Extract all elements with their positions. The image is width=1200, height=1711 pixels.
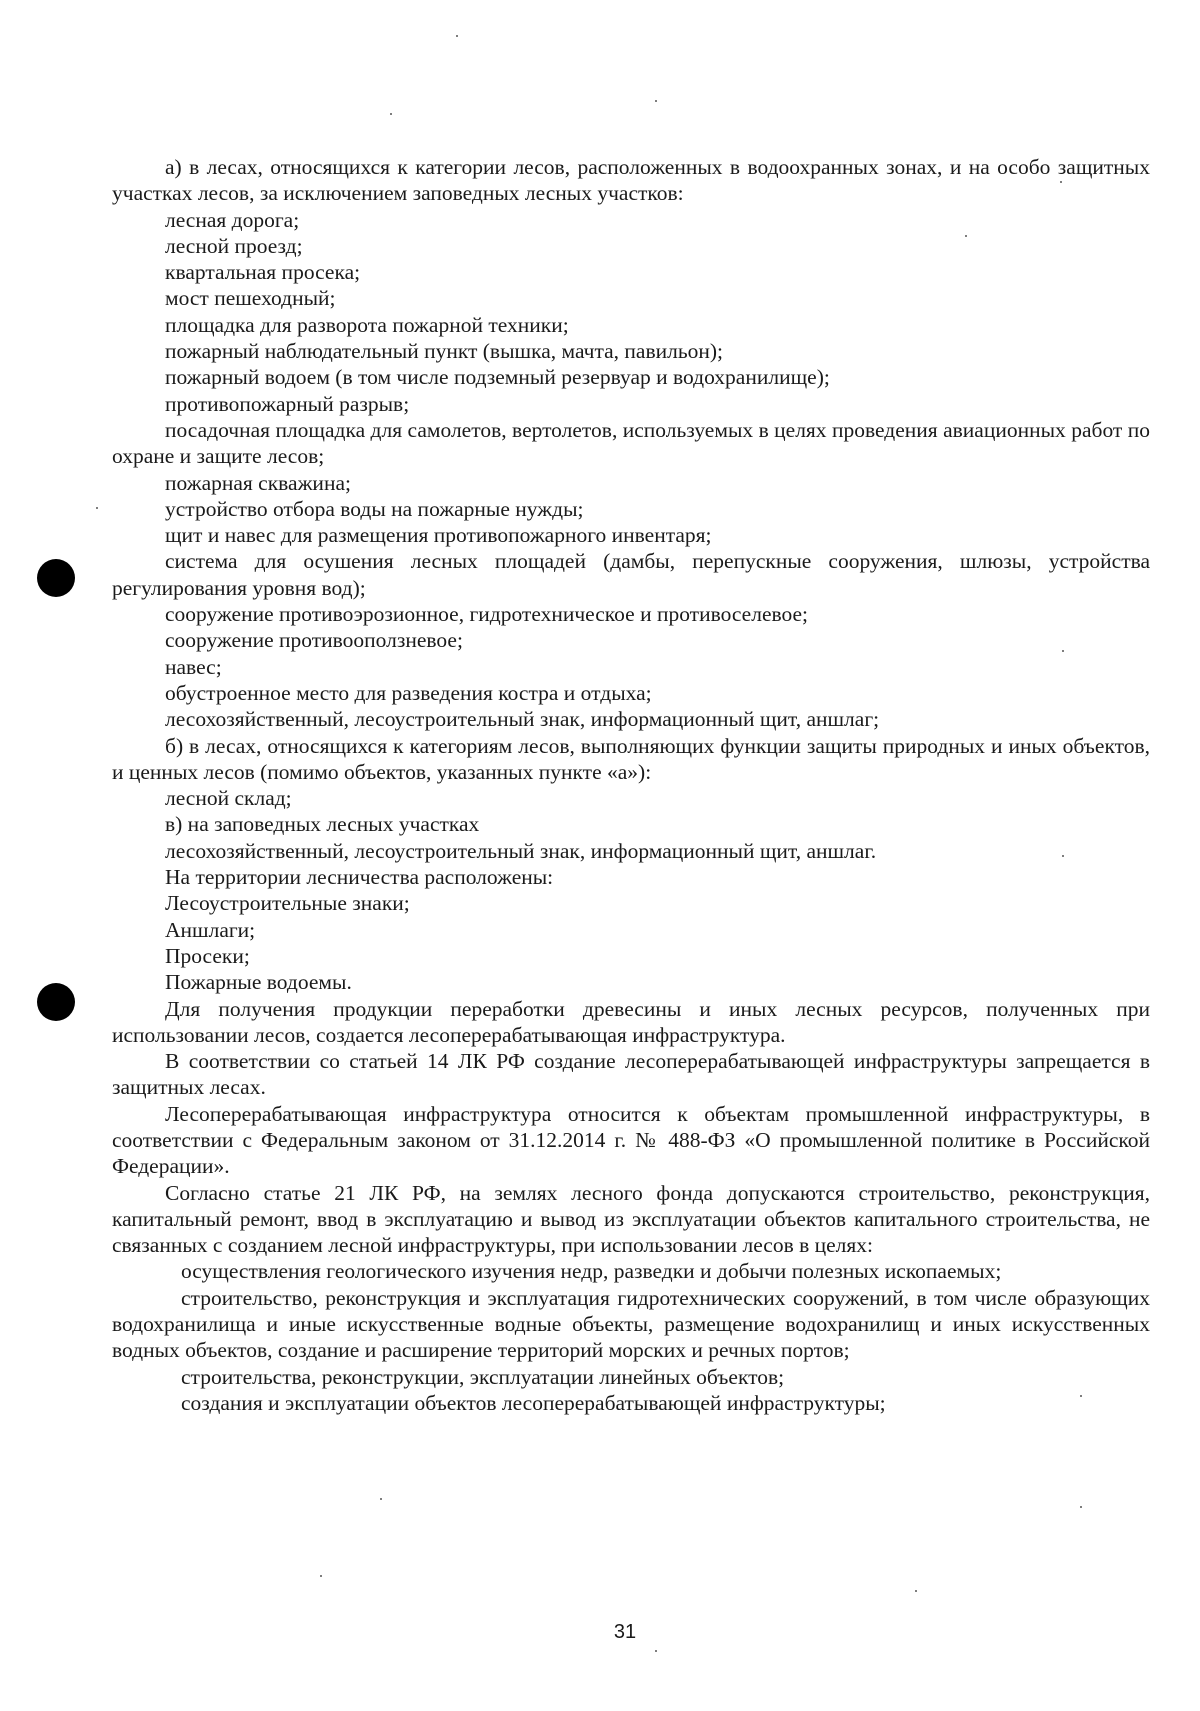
paragraph: б) в лесах, относящихся к категориям лесов, выполняющих функции защиты природных и иных объектов, и ценных лесов (помимо объектов, указанных пункте «а»):	[112, 733, 1150, 784]
list-item: Пожарные водоемы.	[165, 970, 352, 995]
list-item: создания и эксплуатации объектов лесоперерабатывающей инфраструктуры;	[181, 1390, 886, 1415]
list-item: посадочная площадка для самолетов, вертолетов, используемых в целях проведения авиационных работ по охране и защите лесов;	[112, 417, 1150, 469]
list-item: навес;	[165, 654, 222, 679]
list-item: сооружение противоэрозионное, гидротехническое и противоселевое;	[165, 602, 809, 627]
list-item: сооружение противооползневое;	[165, 628, 463, 653]
list-item: осуществления геологического изучения недр, разведки и добычи полезных ископаемых;	[181, 1259, 1002, 1284]
list-item: система для осушения лесных площадей (дамбы, перепускные сооружения, шлюзы, устройства регулирования уровня вод);	[112, 549, 1150, 600]
list-item: Аншлаги;	[165, 917, 256, 942]
list-item: устройство отбора воды на пожарные нужды;	[165, 496, 584, 521]
list-item: пожарная скважина;	[165, 470, 351, 495]
list-item: противопожарный разрыв;	[165, 391, 410, 416]
punch-hole-bottom	[37, 983, 75, 1021]
paragraph: Согласно статье 21 ЛК РФ, на землях лесного фонда допускаются строительство, реконструкция, капитальный ремонт, ввод в эксплуатацию и вывод из эксплуатации объектов капитального строительства, не связанных с созданием лесной инфраструктуры, при использовании лесов в целях:	[112, 1180, 1150, 1258]
list-item: Лесоустроительные знаки;	[165, 891, 410, 916]
page-number: 31	[613, 1621, 637, 1643]
list-item: квартальная просека;	[165, 260, 361, 285]
list-item: пожарный наблюдательный пункт (вышка, мачта, павильон);	[165, 339, 724, 364]
paragraph: Лесоперерабатывающая инфраструктура относится к объектам промышленной инфраструктуры, в соответствии с Федеральным законом от 31.12.2014 г. № 488-ФЗ «О промышленной политике в Российской Федерации».	[112, 1101, 1150, 1179]
paragraph: Для получения продукции переработки древесины и иных лесных ресурсов, полученных при использовании лесов, создается лесоперерабатывающая инфраструктура.	[112, 996, 1150, 1047]
list-item: лесная дорога;	[165, 207, 300, 232]
list-item: лесной склад;	[165, 786, 292, 811]
paragraph: В соответствии со статьей 14 ЛК РФ создание лесоперерабатывающей инфраструктуры запрещается в защитных лесах.	[112, 1049, 1150, 1100]
list-item: лесной проезд;	[165, 233, 303, 258]
paragraph: в) на заповедных лесных участках	[165, 812, 480, 837]
list-item: пожарный водоем (в том числе подземный резервуар и водохранилище);	[165, 365, 830, 390]
list-item: лесохозяйственный, лесоустроительный знак, информационный щит, аншлаг;	[165, 707, 880, 732]
list-item: Просеки;	[165, 943, 250, 968]
list-item: обустроенное место для разведения костра и отдыха;	[165, 680, 652, 705]
list-item: площадка для разворота пожарной техники;	[165, 312, 569, 337]
punch-hole-top	[37, 559, 75, 597]
list-item: строительство, реконструкция и эксплуатация гидротехнических сооружений, в том числе образующих водохранилища и иные искусственные водные объекты, размещение водохранилищ и иных искусственных водных объектов, создание и расширение территорий морских и речных портов;	[112, 1285, 1150, 1363]
paragraph: На территории лесничества расположены:	[165, 865, 554, 890]
list-item: строительства, реконструкции, эксплуатации линейных объектов;	[181, 1364, 785, 1389]
list-item: мост пешеходный;	[165, 286, 336, 311]
list-item: лесохозяйственный, лесоустроительный знак, информационный щит, аншлаг.	[165, 838, 877, 863]
document-body	[112, 154, 1150, 1416]
paragraph: а) в лесах, относящихся к категории лесов, расположенных в водоохранных зонах, и на особо защитных участках лесов, за исключением заповедных лесных участков:	[112, 155, 1150, 206]
list-item: щит и навес для размещения противопожарного инвентаря;	[165, 523, 712, 548]
